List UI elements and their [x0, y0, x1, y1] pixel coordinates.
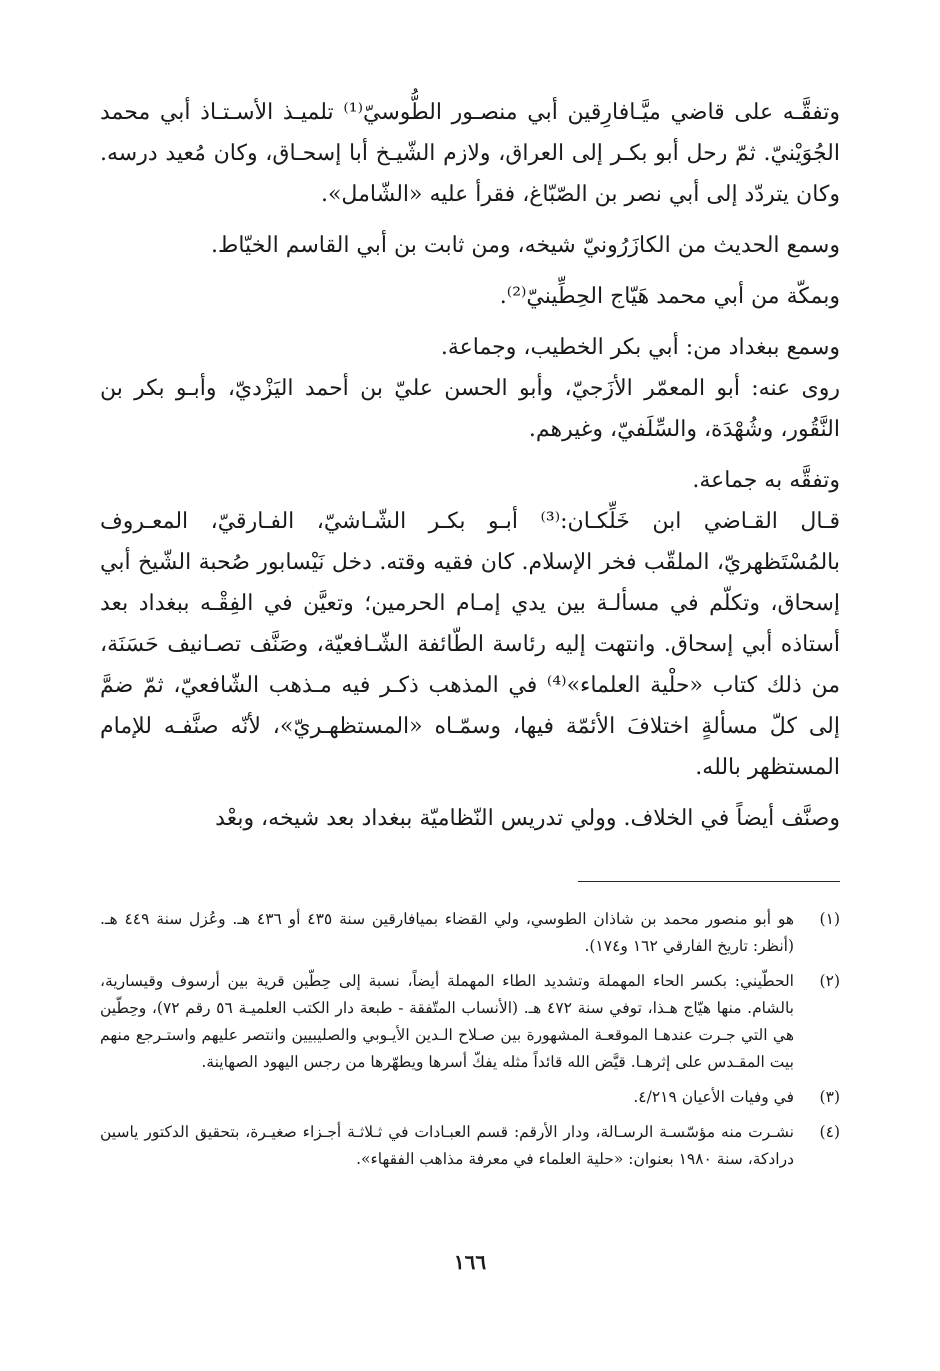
footnote-number: (٣) — [819, 1088, 840, 1106]
footnote-number: (٤) — [819, 1123, 840, 1141]
paragraph: وتفقَّه به جماعة. — [692, 468, 840, 493]
paragraph: وسمع ببغداد من: أبي بكر الخطيب، وجماعة. — [440, 335, 840, 360]
footnote-text: نشـرت منه مؤسّسـة الرسـالة، ودار الأرقم: قسم العبـادات في ثـلاثـة أجـزاء صغيـرة، بتحقيق الدكتور ياسين درادكة، سنة ١٩٨٠ بعنوان: «حلية العلماء في معرفة مذاهب الفقهاء». — [100, 1123, 794, 1168]
footnote — [100, 1119, 840, 1173]
paragraph: روى عنه: أبو المعمّر الأزَجيّ، وأبو الحسن عليّ بن أحمد اليَزْديّ، وأبـو بكر بن النَّقُور، وشُهْدَة، والسِّلَفيّ، وغيرهم. — [100, 376, 840, 442]
footnote-number: (٢) — [819, 972, 840, 990]
footnote — [100, 968, 840, 1076]
footnote-text: الحطّيني: بكسر الحاء المهملة وتشديد الطاء المهملة أيضاً، نسبة إلى حِطّين قرية بين أرسوف وقيسارية، بالشام. منها هيّاج هـذا، توفي سنة ٤٧٢ هـ. (الأنساب المتّفقة - طبعة دار الكتب العلميـة ٥٦ رقم ٧٢)، وحِطّين هي التي جـرت عندهـا الموقعـة المشهورة بين صـلاح الـدين الأيـوبي والصليبيين وانتصر عليهم واستـرجع منهم بيت المقـدس على إثرهـا. قيَّض الله قائداً مثله يفكّ أسرها ويطهّرها من رجس اليهود الصهاينة. — [100, 972, 794, 1071]
footnotes — [100, 906, 840, 1181]
footnote-text: في وفيات الأعيان ٤/٢١٩. — [633, 1088, 794, 1106]
page-number: ١٦٦ — [453, 1250, 487, 1274]
paragraph: وصنَّف أيضاً في الخلاف. وولي تدريس النّظاميّة ببغداد بعد شيخه، وبعْد — [215, 806, 840, 831]
footnote-number: (١) — [819, 910, 840, 928]
footnote-divider — [578, 881, 840, 882]
paragraph: وسمع الحديث من الكازَرُونيّ شيخه، ومن ثابت بن أبي القاسم الخيّاط. — [211, 233, 840, 258]
main-text-body — [100, 92, 840, 839]
paragraph: قـال القـاضي ابن خَلِّكـان:⁽³⁾ أبـو بكـر الشّـاشيّ، الفـارقيّ، المعـروف بالمُسْتَظهريّ، الملقّب فخر الإسلام. كان فقيه وقته. دخل نَيْسابور صُحبة الشّيخ أبي إسحاق، وتكلّم في مسألـة بين يدي إمـام الحرمين؛ وتعيَّن في الفِقْـه ببغداد بعد أستاذه أبي إسحاق. وانتهت إليه رئاسة الطّائفة الشّـافعيّة، وصَنَّف تصـانيف حَسَنَة، من ذلك كتاب «حلْية العلماء»⁽⁴⁾ في المذهب ذكـر فيه مـذهب الشّافعيّ، ثمّ ضمَّ إلى كلّ مسألةٍ اختلافَ الأئمّة فيها، وسمّـاه «المستظهـريّ»، لأنّه صنَّفـه للإمام المستظهر بالله. — [100, 509, 840, 780]
footnote-text: هو أبو منصور محمد بن شاذان الطوسي، ولي القضاء بميافارقين سنة ٤٣٥ أو ٤٣٦ هـ. وعُزل سنة ٤٤٩ هـ. (أنظر: تاريخ الفارقي ١٦٢ و١٧٤). — [100, 910, 794, 955]
footnote — [100, 1084, 840, 1111]
paragraph: وبمكّة من أبي محمد هَيّاج الحِطِّينيّ⁽²⁾. — [499, 284, 840, 309]
footnote — [100, 906, 840, 960]
paragraph: وتفقَّـه على قاضي ميَّـافارِقين أبي منصـور الطُّوسيّ⁽¹⁾ تلميـذ الأسـتـاذ أبي محمد الجُوَيْنيّ. ثمّ رحل أبو بكـر إلى العراق، ولازم الشّيـخ أبا إسحـاق، وكان مُعيد درسه. وكان يتردّد إلى أبي نصر بن الصّبّاغ، فقرأ عليه «الشّامل». — [100, 100, 840, 207]
